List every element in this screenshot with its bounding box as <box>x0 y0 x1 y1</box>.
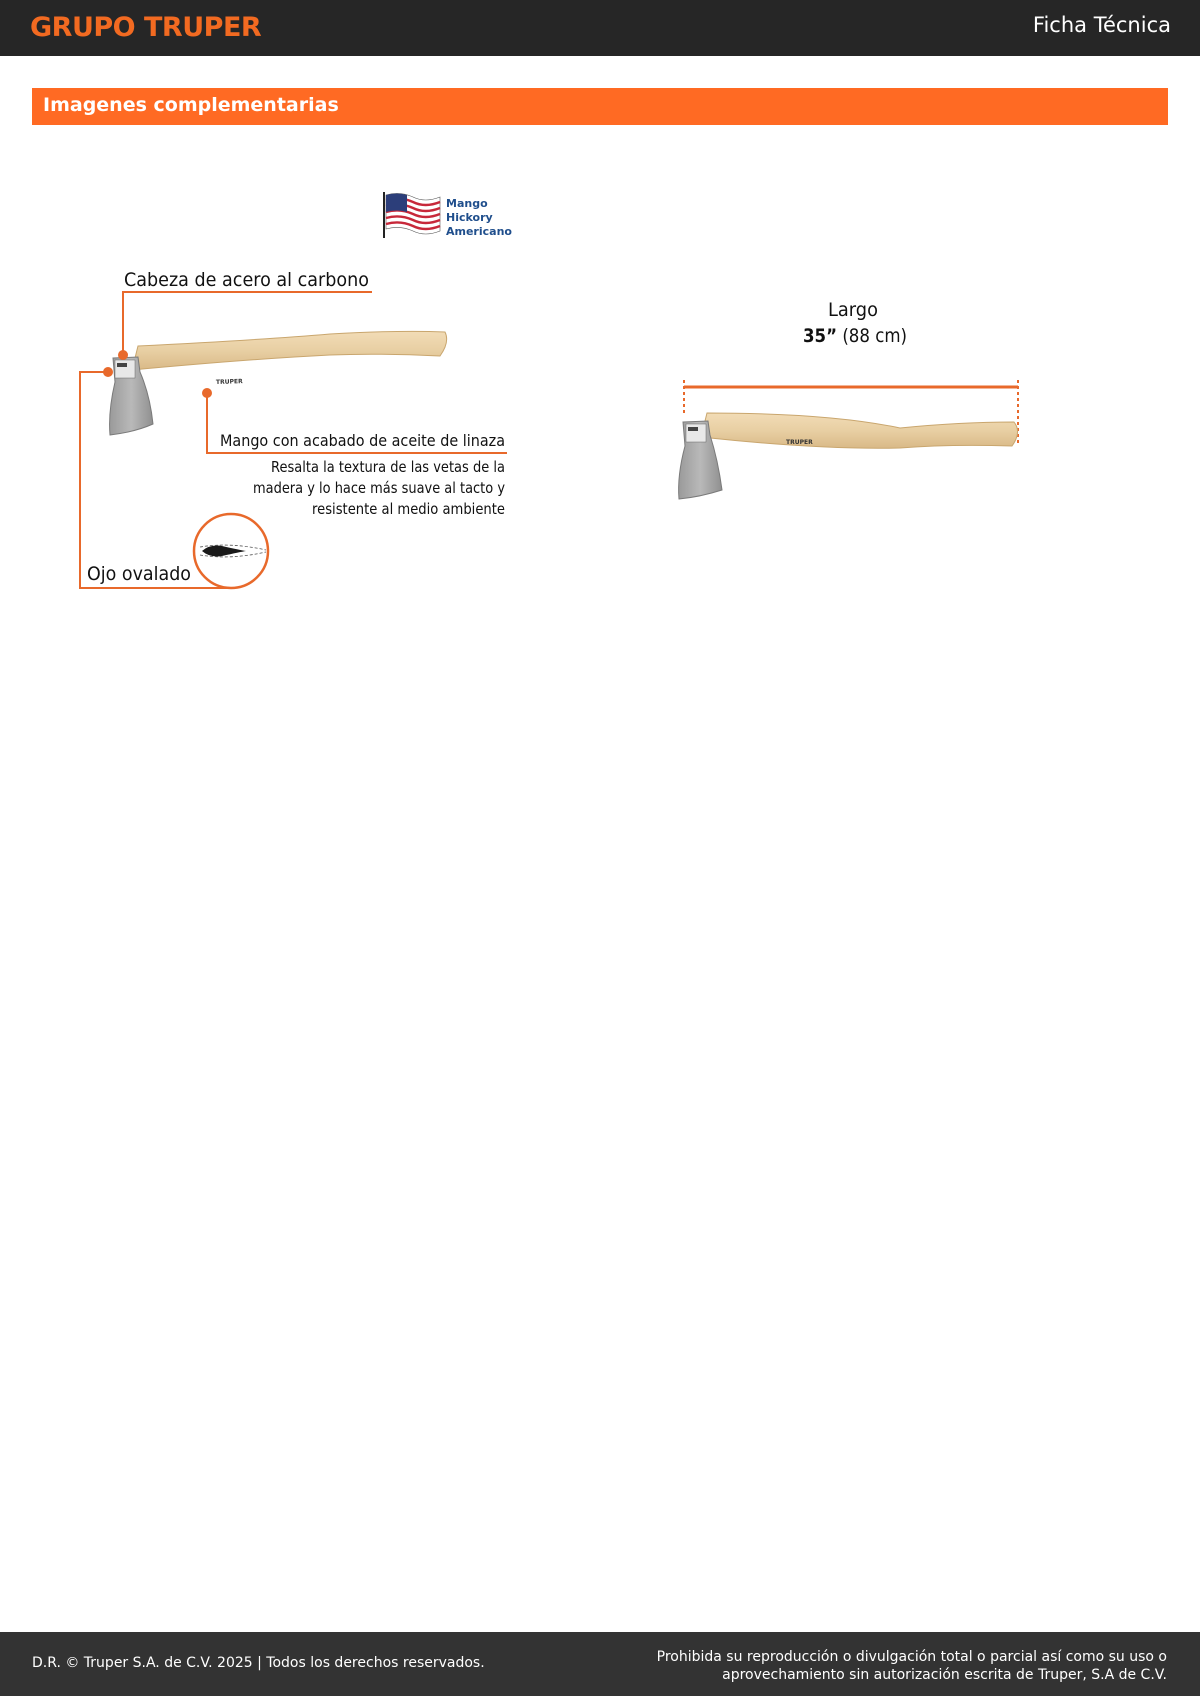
footer-bar <box>0 1632 1200 1696</box>
eye-label: Ojo ovalado <box>87 563 191 585</box>
dimension-label: Largo <box>828 299 878 321</box>
handle-label: Mango con acabado de aceite de linaza <box>220 431 505 450</box>
head-callout-dot <box>118 350 128 360</box>
section-header <box>32 88 1168 125</box>
dimension-value <box>803 325 917 347</box>
axe-image-right <box>679 413 1018 499</box>
badge-line-2: Hickory <box>446 211 493 224</box>
dimension-inches: 35” <box>803 325 842 347</box>
product-figure <box>0 150 1200 610</box>
handle-desc-2: madera y lo hace más suave al tacto y <box>253 479 506 497</box>
usa-flag-icon <box>384 192 440 238</box>
handle-callout-dot <box>202 388 212 398</box>
header-bar <box>0 0 1200 56</box>
badge-line-1: Mango <box>446 197 488 210</box>
axe-brand-left: TRUPER <box>215 378 243 386</box>
handle-desc-3: resistente al medio ambiente <box>312 500 505 518</box>
handle-desc-1: Resalta la textura de las vetas de la <box>271 458 505 476</box>
legal-notice-line-2: aprovechamiento sin autorización escrita de Truper, S.A de C.V. <box>722 1667 1167 1683</box>
legal-notice-line-1: Prohibida su reproducción o divulgación total o parcial así como su uso o <box>656 1649 1167 1665</box>
section-title: Imagenes complementarias <box>43 94 339 116</box>
axe-brand-right: TRUPER <box>786 439 813 446</box>
head-label: Cabeza de acero al carbono <box>124 269 369 291</box>
axe-image-left <box>110 331 447 435</box>
copyright-text: D.R. © Truper S.A. de C.V. 2025 | Todos los derechos reservados. <box>32 1655 485 1671</box>
badge-line-3: Americano <box>446 225 512 238</box>
document-type: Ficha Técnica <box>1032 13 1171 37</box>
legal-notice <box>607 1648 1167 1684</box>
eye-callout-dot <box>103 367 113 377</box>
dimension-cm: (88 cm) <box>842 325 917 347</box>
brand-logo: GRUPO TRUPER <box>30 12 262 43</box>
